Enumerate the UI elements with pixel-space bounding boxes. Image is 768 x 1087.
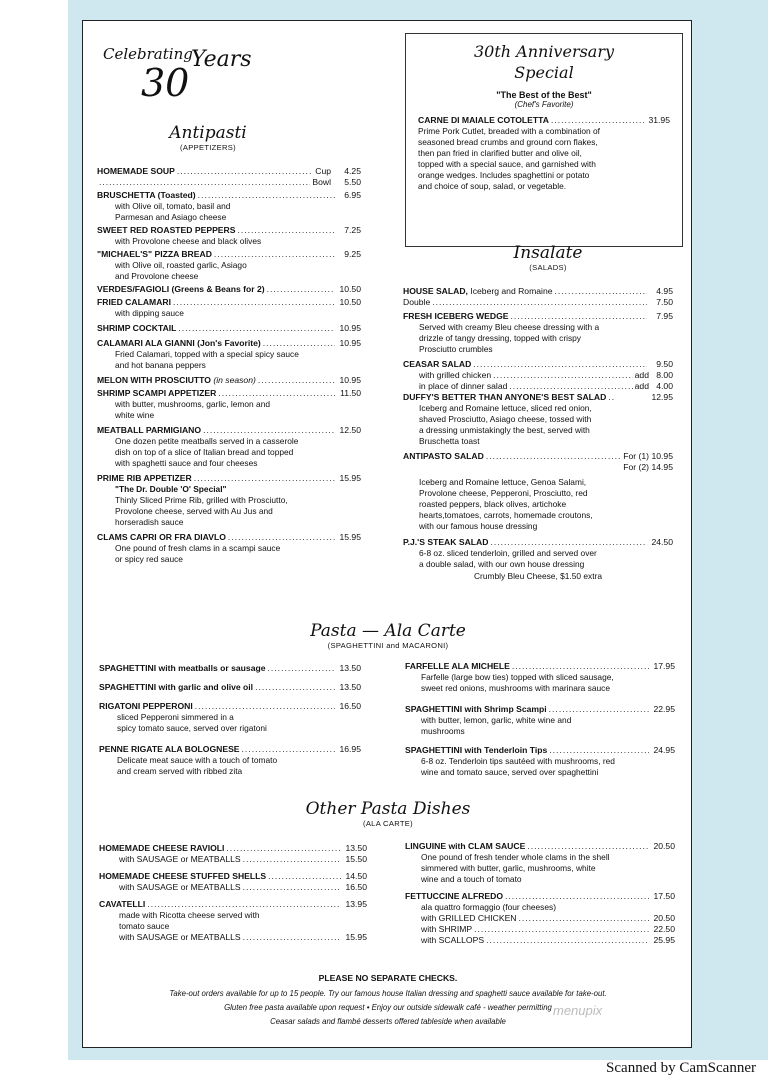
list-item: RIGATONI PEPPERONI ..... 16.50 (99, 701, 361, 712)
item-description: with Olive oil, roasted garlic, Asiago and Provolone cheese (115, 260, 247, 281)
list-item: SPAGHETTINI with Tenderloin Tips ..... 24.95 (405, 745, 675, 756)
pasta-subtitle: (SPAGHETTINI and MACARONI) (327, 641, 449, 650)
special-note: (Chef's Favorite) (514, 100, 574, 109)
item-description: One pound of fresh tender whole clams in the shell simmered with butter, garlic, mushrooms, white wine and a touch of tomato (421, 852, 610, 884)
other-pasta-title: Other Pasta Dishes (305, 799, 471, 819)
pasta-right-list (405, 661, 675, 778)
antipasti-title: Antipasti (169, 123, 247, 143)
item-description: Served with creamy Bleu cheese dressing with a drizzle of tangy dressing, topped with crispy Prosciutto crumbles (419, 322, 600, 354)
watermark: menupix (553, 1003, 603, 1018)
item-description: with dipping sauce (115, 308, 184, 318)
item-description: 6-8 oz. sliced tenderloin, grilled and served over a double salad, with our own house dressing (419, 548, 597, 569)
other-pasta-subtitle: (ALA CARTE) (362, 819, 413, 828)
list-item: HOMEMADE CHEESE RAVIOLI ..... 13.50 (99, 843, 367, 854)
list-item: MEATBALL PARMIGIANO ..... 12.50 (97, 425, 361, 436)
list-item: SHRIMP COCKTAIL ..... 10.95 (97, 323, 361, 334)
item-description: Fried Calamari, topped with a special spicy sauce and hot banana peppers (115, 349, 299, 370)
list-item: DUFFY'S BETTER THAN ANYONE'S BEST SALAD ..... 12.95 (403, 392, 673, 403)
list-item: with SAUSAGE or MEATBALLS ..... 15.95 (99, 932, 367, 943)
item-description: Iceberg and Romaine lettuce, Genoa Salami, Provolone cheese, Pepperoni, Prosciutto, red roasted peppers, black olives, artichoke hearts,tomatoes, carrots, homemade croutons, with our famous house dressing (419, 477, 593, 531)
item-description: made with Ricotta cheese served with tomato sauce (119, 910, 260, 931)
list-item: with grilled chicken ..... add 8.00 (403, 370, 673, 381)
list-item: SPAGHETTINI with Shrimp Scampi ..... 22.95 (405, 704, 675, 715)
list-item: FARFELLE ALA MICHELE ..... 17.95 (405, 661, 675, 672)
list-item: BRUSCHETTA (Toasted) ..... 6.95 (97, 190, 361, 201)
list-item: with SCALLOPS ..... 25.95 (405, 935, 675, 946)
list-item: SPAGHETTINI with garlic and olive oil ..... 13.50 (99, 682, 361, 693)
pasta-title: Pasta — Ala Carte (310, 621, 466, 641)
item-description: Delicate meat sauce with a touch of tomato and cream served with ribbed zita (117, 755, 278, 776)
menu-footer (83, 971, 693, 1029)
list-item: PENNE RIGATE ALA BOLOGNESE ..... 16.95 (99, 744, 361, 755)
list-item: SHRIMP SCAMPI APPETIZER ..... 11.50 (97, 388, 361, 399)
insalate-title: Insalate (513, 243, 583, 263)
list-item: ..... Bowl 5.50 (97, 177, 361, 188)
no-separate-checks: PLEASE NO SEPARATE CHECKS. (318, 973, 458, 983)
list-item: VERDES/FAGIOLI (Greens & Beans for 2) ..... 10.50 (97, 284, 361, 295)
item-description: with Olive oil, tomato, basil and Parmesan and Asiago cheese (115, 201, 231, 222)
anniversary-special-box (405, 33, 683, 247)
list-item: in place of dinner salad ..... add 4.00 (403, 381, 673, 392)
list-item: FRESH ICEBERG WEDGE ..... 7.95 (403, 311, 673, 322)
special-quote: "The Best of the Best" (496, 90, 592, 100)
other-left-list (99, 843, 367, 943)
tableside-note: Ceasar salads and flambé desserts offered tableside when available (270, 1017, 506, 1026)
list-item: CLAMS CAPRI OR FRA DIAVLO ..... 15.95 (97, 532, 361, 543)
list-item: MELON WITH PROSCIUTTO (in season) ..... 10.95 (97, 375, 361, 386)
steak-extra: Crumbly Bleu Cheese, $1.50 extra (473, 571, 603, 581)
list-item: P.J.'S STEAK SALAD ..... 24.50 (403, 537, 673, 548)
other-pasta-section (83, 799, 693, 828)
item-description: Prime Pork Cutlet, breaded with a combination of seasoned bread crumbs and ground corn flakes, then pan fried in clarified butter and olive oil, topped with a special sauce, and garnished with orange wedges. Includes spaghettini or potato and choice of soup, salad, or vegetable. (418, 126, 601, 191)
pasta-left-list (99, 663, 361, 777)
list-item: with SAUSAGE or MEATBALLS ..... 15.50 (99, 854, 367, 865)
other-right-list (405, 841, 675, 946)
special-title-2: Special (514, 63, 574, 82)
antipasti-subtitle: (APPETIZERS) (180, 143, 236, 152)
scanner-credit: Scanned by CamScanner (606, 1060, 756, 1076)
list-item: FETTUCCINE ALFREDO ..... 17.50 (405, 891, 675, 902)
list-item: SPAGHETTINI with meatballs or sausage ..... 13.50 (99, 663, 361, 674)
item-description: with butter, lemon, garlic, white wine and mushrooms (421, 715, 572, 736)
item-description: One pound of fresh clams in a scampi sauce or spicy red sauce (115, 543, 281, 564)
item-description: sliced Pepperoni simmered in a spicy tomato sauce, served over rigatoni (117, 712, 267, 733)
list-item: Double ..... 7.50 (403, 297, 673, 308)
insalate-subtitle: (SALADS) (529, 263, 567, 272)
item-special-name: "The Dr. Double 'O' Special" (115, 484, 227, 494)
list-item: LINGUINE with CLAM SAUCE ..... 20.50 (405, 841, 675, 852)
item-description: ala quattro formaggio (four cheeses) (421, 902, 557, 912)
list-item: HOUSE SALAD, Iceberg and Romaine ..... 4.95 (403, 286, 673, 297)
gluten-note: Gluten free pasta available upon request • Enjoy our outside sidewalk café - weather permitting (224, 1003, 552, 1012)
list-item: SWEET RED ROASTED PEPPERS ..... 7.25 (97, 225, 361, 236)
celebrating-script: Celebrating (103, 45, 193, 63)
list-item: CAVATELLI ..... 13.95 (99, 899, 367, 910)
item-description: with butter, mushrooms, garlic, lemon and white wine (115, 399, 271, 420)
list-item: with SHRIMP ..... 22.50 (405, 924, 675, 935)
list-item: with SAUSAGE or MEATBALLS ..... 16.50 (99, 882, 367, 893)
list-item: For (2) 14.95 (623, 462, 673, 472)
pasta-section (83, 621, 693, 650)
list-item: ANTIPASTO SALAD ..... For (1) 10.95 (403, 451, 673, 462)
antipasti-list (97, 166, 361, 565)
list-item: CARNE DI MAIALE COTOLETTA ..... 31.95 (418, 115, 670, 126)
item-description: with Provolone cheese and black olives (115, 236, 262, 246)
list-item: CALAMARI ALA GIANNI (Jon's Favorite) ..... 10.95 (97, 338, 361, 349)
insalate-section (413, 243, 683, 272)
special-title: 30th Anniversary (473, 42, 615, 61)
insalate-list (403, 286, 673, 583)
thirty-script: 30 (141, 61, 190, 105)
takeout-note: Take-out orders available for up to 15 people. Try our famous house Italian dressing and spaghetti sauce available for take-out. (169, 989, 607, 998)
list-item: PRIME RIB APPETIZER ..... 15.95 (97, 473, 361, 484)
item-description: Iceberg and Romaine lettuce, sliced red onion, shaved Prosciutto, Asiago cheese, tossed with a dressing unmistakingly the best, served with Bruschetta toast (419, 403, 592, 446)
item-description: One dozen petite meatballs served in a casserole dish on top of a slice of Italian bread and topped with spaghetti sauce and four cheeses (115, 436, 299, 468)
list-item: CEASAR SALAD ..... 9.50 (403, 359, 673, 370)
list-item: FRIED CALAMARI ..... 10.50 (97, 297, 361, 308)
item-description: Farfelle (large bow ties) topped with sliced sausage, sweet red onions, mushrooms with marinara sauce (421, 672, 614, 693)
antipasti-section (93, 123, 323, 152)
list-item: HOMEMADE CHEESE STUFFED SHELLS ..... 14.50 (99, 871, 367, 882)
list-item: HOMEMADE SOUP ..... Cup 4.25 (97, 166, 361, 177)
item-description: Thinly Sliced Prime Rib, grilled with Prosciutto, Provolone cheese, served with Au Jus and horseradish sauce (115, 495, 288, 527)
years-script: Years (191, 47, 252, 72)
list-item: with GRILLED CHICKEN ..... 20.50 (405, 913, 675, 924)
menu-page (82, 20, 692, 1048)
item-description: 6-8 oz. Tenderloin tips sautéed with mushrooms, red wine and tomato sauce, served over spaghettini (421, 756, 615, 777)
list-item: "MICHAEL'S" PIZZA BREAD ..... 9.25 (97, 249, 361, 260)
